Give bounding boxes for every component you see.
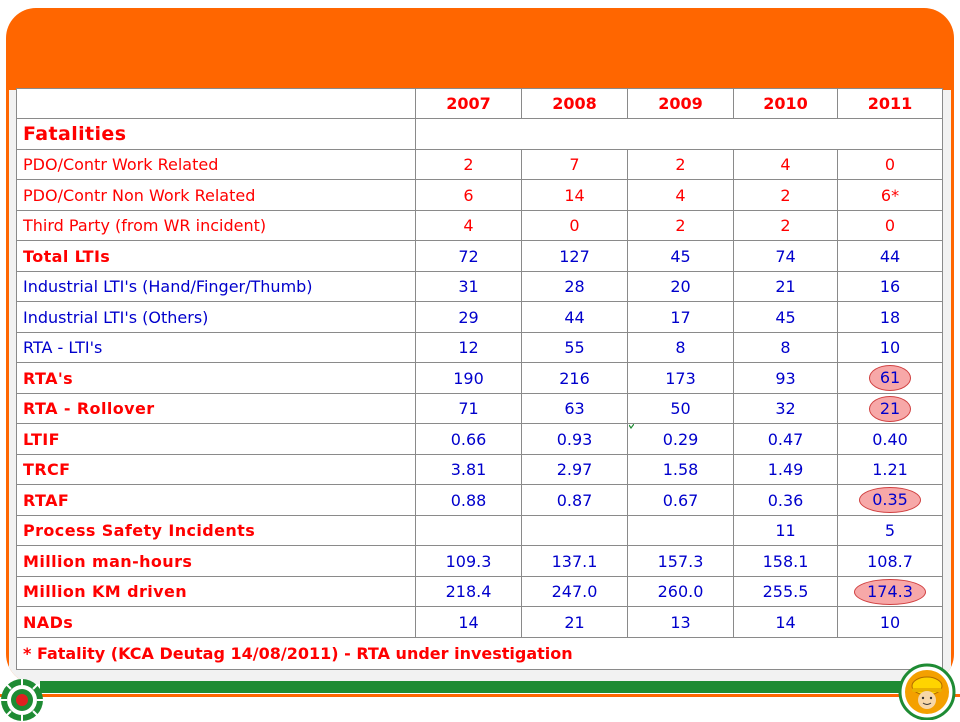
row-label: PDO/Contr Work Related [17, 150, 416, 180]
cell-2010: 93 [734, 363, 838, 394]
footer-orange-line [0, 694, 960, 697]
table-row-total-ltis [17, 241, 943, 272]
cell-2010: 2 [734, 180, 838, 211]
table-row-trcf [17, 455, 943, 485]
cell-2010: 1.49 [734, 455, 838, 485]
cell-2009: 2 [628, 211, 734, 241]
row-label: RTA's [17, 363, 416, 394]
row-label: Million man-hours [17, 546, 416, 577]
cell-2007: 2 [416, 150, 522, 180]
table-row-nads [17, 607, 943, 638]
table-row-man-hours [17, 546, 943, 577]
cell-2010: 11 [734, 516, 838, 546]
cell-2011: 0 [838, 211, 943, 241]
row-label: RTAF [17, 485, 416, 516]
cell-2007: 218.4 [416, 577, 522, 607]
cell-2010: 0.36 [734, 485, 838, 516]
cell-2007: 3.81 [416, 455, 522, 485]
cell-2009: 157.3 [628, 546, 734, 577]
highlight-circle: 174.3 [854, 579, 926, 605]
highlight-circle: 0.35 [859, 487, 921, 513]
table-row [17, 150, 943, 180]
cell-2007: 72 [416, 241, 522, 272]
row-label: Third Party (from WR incident) [17, 211, 416, 241]
cell-2011: 10 [838, 333, 943, 363]
year-2009-header: 2009 [628, 89, 734, 119]
row-label: PDO/Contr Non Work Related [17, 180, 416, 211]
cell-2010: 21 [734, 272, 838, 302]
cell-2010: 2 [734, 211, 838, 241]
row-label: Total LTIs [17, 241, 416, 272]
table-row-ltif [17, 424, 943, 455]
cell-2007: 14 [416, 607, 522, 638]
cell-2009: 45 [628, 241, 734, 272]
cell-2007: 0.66 [416, 424, 522, 455]
table-row-process-safety [17, 516, 943, 546]
cell-2009: 13 [628, 607, 734, 638]
row-label: LTIF [17, 424, 416, 455]
cell-2011: 108.7 [838, 546, 943, 577]
cell-2008: 0.87 [522, 485, 628, 516]
cell-2011 [838, 394, 943, 424]
cell-2007: 12 [416, 333, 522, 363]
cell-2009: 2 [628, 150, 734, 180]
cell-2010: 32 [734, 394, 838, 424]
footnote-row [17, 638, 943, 670]
table-row-fatalities [17, 119, 943, 150]
cell-2011: 44 [838, 241, 943, 272]
cell-2009 [628, 516, 734, 546]
table-row [17, 211, 943, 241]
year-2008-header: 2008 [522, 89, 628, 119]
cell-2011: 18 [838, 302, 943, 333]
row-label: TRCF [17, 455, 416, 485]
row-label: NADs [17, 607, 416, 638]
row-label: Million KM driven [17, 577, 416, 607]
cell-2008: 63 [522, 394, 628, 424]
table-row [17, 272, 943, 302]
table-row [17, 302, 943, 333]
cell-2008: 216 [522, 363, 628, 394]
fatalities-blank-cell [416, 119, 943, 150]
year-2007-header: 2007 [416, 89, 522, 119]
cell-2010: 74 [734, 241, 838, 272]
cell-2008 [522, 516, 628, 546]
cell-2009: 8 [628, 333, 734, 363]
row-label: Process Safety Incidents [17, 516, 416, 546]
cell-2007: 6 [416, 180, 522, 211]
row-label: Industrial LTI's (Others) [17, 302, 416, 333]
cell-2011: 0.40 [838, 424, 943, 455]
cell-2008: 44 [522, 302, 628, 333]
cell-2007: 31 [416, 272, 522, 302]
cell-2007 [416, 516, 522, 546]
cell-2010: 45 [734, 302, 838, 333]
cell-2008: 0 [522, 211, 628, 241]
row-label: RTA - Rollover [17, 394, 416, 424]
table-row-rta-rollover [17, 394, 943, 424]
cell-2008: 247.0 [522, 577, 628, 607]
cell-2010: 8 [734, 333, 838, 363]
cell-2009: 17 [628, 302, 734, 333]
cell-2009: 20 [628, 272, 734, 302]
cell-2007: 190 [416, 363, 522, 394]
footnote-text: Fatality (KCA Deutag 14/08/2011) - RTA under investigation [31, 644, 573, 663]
row-label-fatalities: Fatalities [17, 119, 416, 150]
cell-2008: 0.93 [522, 424, 628, 455]
footer-green-bar [40, 681, 904, 693]
cell-2007: 71 [416, 394, 522, 424]
cell-2008: 2.97 [522, 455, 628, 485]
cell-2008: 28 [522, 272, 628, 302]
safety-statistics-table [16, 88, 943, 670]
stray-tick-mark [629, 424, 634, 429]
highlight-circle: 21 [869, 396, 911, 422]
cell-2011: 6* [838, 180, 943, 211]
cell-2010: 0.47 [734, 424, 838, 455]
cell-2010: 14 [734, 607, 838, 638]
footnote-asterisk: * [23, 644, 32, 663]
cell-2010: 4 [734, 150, 838, 180]
cell-2011: 1.21 [838, 455, 943, 485]
cell-2011: 0 [838, 150, 943, 180]
cell-2009: 50 [628, 394, 734, 424]
cell-2007: 109.3 [416, 546, 522, 577]
cell-2008: 137.1 [522, 546, 628, 577]
cell-2008: 14 [522, 180, 628, 211]
cell-2010: 255.5 [734, 577, 838, 607]
highlight-circle: 61 [869, 365, 911, 391]
cell-2009: 4 [628, 180, 734, 211]
cell-2011: 5 [838, 516, 943, 546]
cell-2009: 173 [628, 363, 734, 394]
table-row-km-driven [17, 577, 943, 607]
cell-2009: 0.29 [628, 424, 734, 455]
table-row [17, 180, 943, 211]
table-row-rtas [17, 363, 943, 394]
header-blank-cell [17, 89, 416, 119]
cell-2008: 21 [522, 607, 628, 638]
cell-2011 [838, 363, 943, 394]
year-2011-header: 2011 [838, 89, 943, 119]
cell-2008: 127 [522, 241, 628, 272]
cell-2007: 0.88 [416, 485, 522, 516]
safety-mascot-badge-icon [896, 662, 958, 720]
cell-2008: 7 [522, 150, 628, 180]
cell-2009: 0.67 [628, 485, 734, 516]
table-row-rtaf [17, 485, 943, 516]
cell-2009: 260.0 [628, 577, 734, 607]
year-2010-header: 2010 [734, 89, 838, 119]
row-label: Industrial LTI's (Hand/Finger/Thumb) [17, 272, 416, 302]
cell-2010: 158.1 [734, 546, 838, 577]
row-label: RTA - LTI's [17, 333, 416, 363]
green-roundel-logo-icon [0, 678, 44, 722]
cell-2011 [838, 485, 943, 516]
cell-2007: 4 [416, 211, 522, 241]
cell-2011: 16 [838, 272, 943, 302]
footnote [17, 638, 943, 670]
cell-2008: 55 [522, 333, 628, 363]
cell-2011: 10 [838, 607, 943, 638]
cell-2007: 29 [416, 302, 522, 333]
header-row [17, 89, 943, 119]
cell-2011 [838, 577, 943, 607]
cell-2009: 1.58 [628, 455, 734, 485]
table-row [17, 333, 943, 363]
